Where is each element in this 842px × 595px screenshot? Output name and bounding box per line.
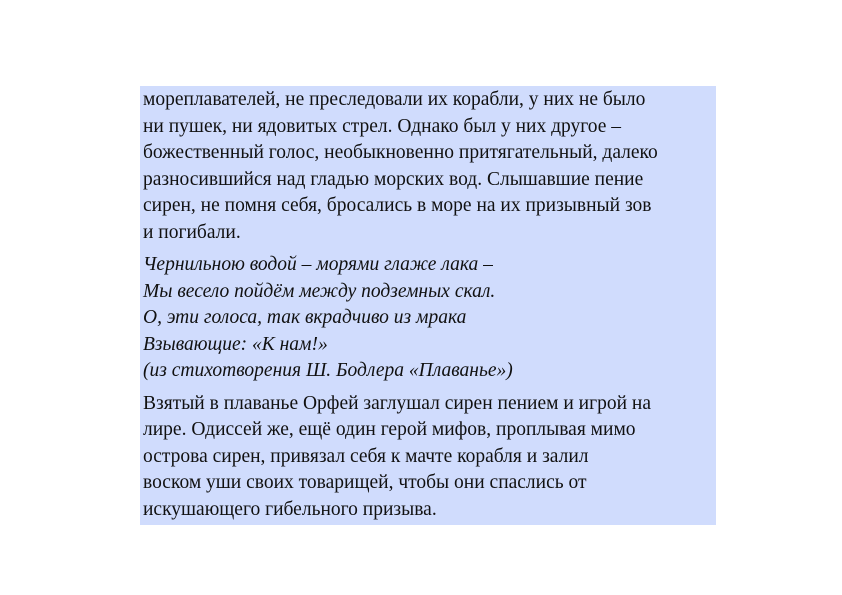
poem-quote <box>143 252 716 385</box>
paragraph-line: острова сирен, привязал себя к мачте корабля и залил <box>143 445 589 467</box>
poem-line: Чернильною водой – морями глаже лака – <box>143 254 493 275</box>
paragraph-line: мореплавателей, не преследовали их корабли, у них не было <box>143 89 646 110</box>
poem-attribution: (из стихотворения Ш. Бодлера «Плаванье») <box>143 360 513 381</box>
paragraph-sirens-voice <box>143 87 716 246</box>
paragraph-line: искушающего гибельного призыва. <box>143 498 437 520</box>
paragraph-line: сирен, не помня себя, бросались в море на их призывный зов <box>143 195 652 216</box>
paragraph-line: ни пушек, ни ядовитых стрел. Однако был у них другое – <box>143 115 622 137</box>
paragraph-line: разносившийся над гладью морских вод. Слышавшие пение <box>143 168 644 190</box>
paragraph-orpheus-odysseus <box>143 391 716 524</box>
paragraph-line: Взятый в плаванье Орфей заглушал сирен пением и игрой на <box>143 392 651 414</box>
paragraph-line: божественный голос, необыкновенно притягательный, далеко <box>143 142 658 163</box>
paragraph-line: воском уши своих товарищей, чтобы они спаслись от <box>143 472 587 493</box>
poem-line: Взывающие: «К нам!» <box>143 333 328 355</box>
poem-line: Мы весело пойдём между подземных скал. <box>143 280 496 302</box>
paragraph-line: и погибали. <box>143 221 241 243</box>
paragraph-line: лире. Одиссей же, ещё один герой мифов, проплывая мимо <box>143 419 636 440</box>
text-block <box>140 86 716 525</box>
poem-line: О, эти голоса, так вкрадчиво из мрака <box>143 307 467 328</box>
